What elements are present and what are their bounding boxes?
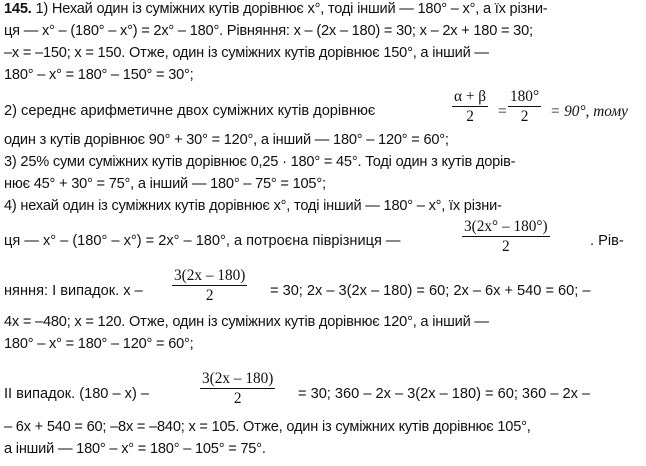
part1-line1: 1) Нехай один із суміжних кутів дорівнює x°, тоді інший — 180° – x°, а їх різни- <box>35 1 548 17</box>
fraction-denominator: 2 <box>233 390 242 407</box>
case1-fraction <box>172 267 247 304</box>
problem-line-1 <box>4 0 642 19</box>
part1-line3: –x = –150; x = 150. Отже, один із суміжних кутів дорівнює 150°, а інший — <box>4 45 489 61</box>
equals-sign: = <box>498 103 507 120</box>
fraction-tripled-half-difference <box>462 218 550 255</box>
case2-line3: а інший — 180° – x° = 180° – 105° = 75°. <box>4 441 266 457</box>
part4-line2-suffix: . Рів- <box>590 233 624 249</box>
fraction-numerator: 180° <box>510 88 540 105</box>
case2-line2: – 6x + 540 = 60; –8x = –840; x = 105. Отже, один із суміжних кутів дорівнює 105°, <box>4 419 531 435</box>
fraction-bar <box>200 388 275 389</box>
fraction-bar <box>452 106 488 107</box>
fraction-denominator: 2 <box>520 108 529 125</box>
case2-suffix: = 30; 360 – 2x – 3(2x – 180) = 60; 360 – 2x – <box>298 386 591 402</box>
fraction-denominator: 2 <box>466 108 474 125</box>
case2-fraction <box>200 370 275 407</box>
fraction-numerator: 3(2x° – 180°) <box>464 218 548 235</box>
fraction-numerator: 3(2x – 180) <box>202 370 274 387</box>
fraction-denominator: 2 <box>205 287 214 304</box>
part1-line2: ця — x° – (180° – x°) = 2x° – 180°. Рівняння: x – (2x – 180) = 30; x – 2x + 180 = 30; <box>4 23 533 39</box>
part1-line4: 180° – x° = 180° – 150° = 30°; <box>4 67 194 83</box>
fraction-numerator: 3(2x – 180) <box>174 267 246 284</box>
case1-line3: 180° – x° = 180° – 120° = 60°; <box>4 336 194 352</box>
fraction-bar <box>172 285 247 286</box>
case1-prefix: няння: I випадок. x – <box>4 283 143 299</box>
part2-suffix: = 90°, тому <box>550 103 628 120</box>
part4-line1: 4) нехай один із суміжних кутів дорівнює x°, тоді інший — 180° – x°, їх різни- <box>4 198 502 214</box>
fraction-alpha-beta <box>452 88 488 125</box>
case2-prefix: II випадок. (180 – x) – <box>4 386 149 402</box>
fraction-bar <box>508 106 541 107</box>
part3-line1: 3) 25% суми суміжних кутів дорівнює 0,25 · 180° = 45°. Тоді один з кутів дорів- <box>4 154 516 170</box>
problem-number: 145. <box>4 1 32 17</box>
case1-suffix: = 30; 2x – 3(2x – 180) = 60; 2x – 6x + 540 = 60; – <box>270 283 591 299</box>
part4-line2-prefix: ця — x° – (180° – x°) = 2x° – 180°, а потроєна піврізниця — <box>4 233 401 249</box>
case1-line2: 4x = –480; x = 120. Отже, один із суміжних кутів дорівнює 120°, а інший — <box>4 314 489 330</box>
fraction-180-over-2 <box>508 88 541 125</box>
fraction-denominator: 2 <box>501 238 510 255</box>
fraction-numerator: α + β <box>454 88 487 105</box>
fraction-bar <box>462 236 550 237</box>
part2-prefix: 2) середнє арифметичне двох суміжних кутів дорівнює <box>4 103 376 119</box>
part2-line2: один з кутів дорівнює 90° + 30° = 120°, а інший — 180° – 120° = 60°; <box>4 132 449 148</box>
part3-line2: нює 45° + 30° = 75°, а інший — 180° – 75° = 105°; <box>4 176 326 192</box>
